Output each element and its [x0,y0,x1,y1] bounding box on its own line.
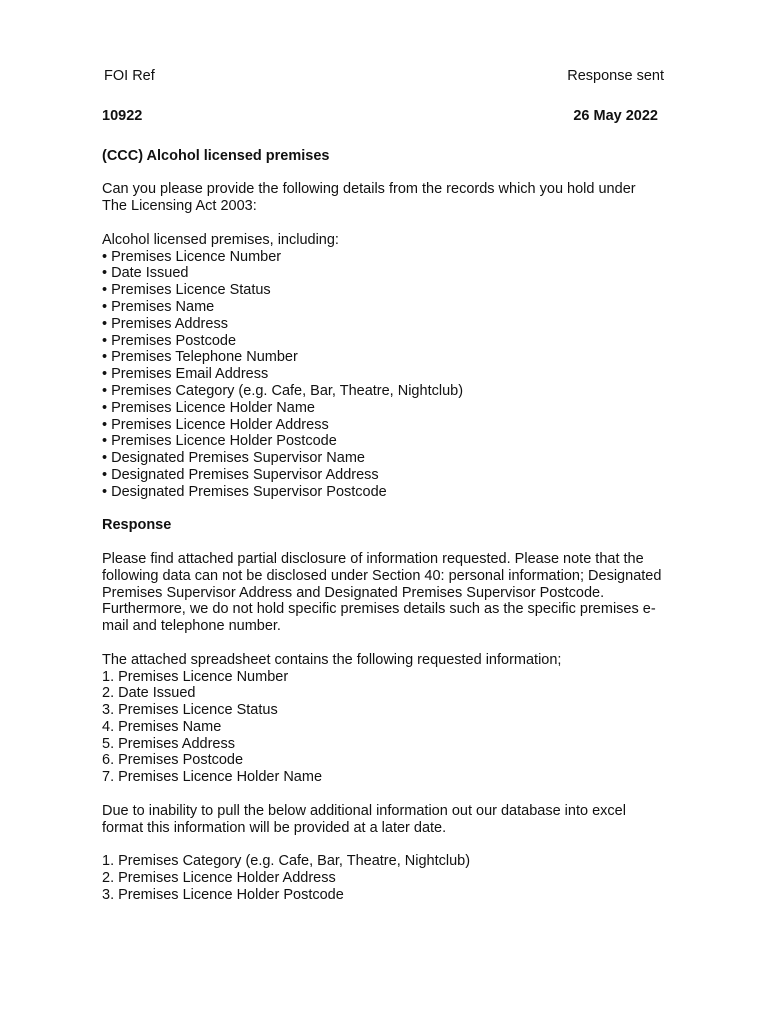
list-item: 7. Premises Licence Holder Name [102,769,323,786]
list-item: 1. Premises Category (e.g. Cafe, Bar, Theatre, Nightclub) [102,853,471,870]
response-paragraph: Please find attached partial disclosure of information requested. Please note that the following data can not be disclosed under Section 40: personal information; Designated Premises Supervisor Address and Designated Premises Supervisor Postcode. Furthermore, we do not hold specific premises details such as the specific premises e-mail and telephone number. [102,550,662,635]
list-item: • Designated Premises Supervisor Postcode [102,483,387,500]
list-item: 2. Date Issued [102,685,196,702]
request-list-intro: Alcohol licensed premises, including: [102,231,339,248]
list-item: • Premises Category (e.g. Cafe, Bar, Theatre, Nightclub) [102,382,464,399]
response-heading: Response [102,517,172,534]
list-item: 1. Premises Licence Number [102,668,289,685]
list-item: 5. Premises Address [102,735,235,752]
list-item: 6. Premises Postcode [102,752,244,769]
header-values-row [102,108,664,125]
response-sent-date: 26 May 2022 [573,107,658,124]
list-item: • Date Issued [102,265,189,282]
list-item: • Premises Licence Number [102,248,282,265]
list-item: • Premises Postcode [102,332,237,349]
list-item: • Premises Licence Holder Postcode [102,433,337,450]
request-intro: Can you please provide the following details from the records which you hold under The Licensing Act 2003: [102,181,636,215]
list-item: • Designated Premises Supervisor Address [102,466,379,483]
list-item: • Premises Licence Status [102,282,271,299]
document-page [102,68,664,904]
list-item: • Premises Email Address [102,366,269,383]
requested-fields-list [102,249,664,501]
spreadsheet-fields-list [102,669,664,787]
later-paragraph: Due to inability to pull the below additional information out our database into excel format this information will be provided at a later date. [102,802,626,836]
request-title: (CCC) Alcohol licensed premises [102,147,330,164]
foi-ref-value: 10922 [102,107,143,124]
list-item: 4. Premises Name [102,718,222,735]
list-item: 3. Premises Licence Status [102,702,278,719]
response-sent-label: Response sent [567,68,664,84]
spreadsheet-intro: The attached spreadsheet contains the following requested information; [102,651,562,668]
list-item: • Premises Licence Holder Name [102,399,315,416]
later-fields-list [102,853,664,903]
foi-ref-label: FOI Ref [104,68,155,84]
list-item: • Premises Address [102,315,228,332]
list-item: • Premises Telephone Number [102,349,298,366]
list-item: 3. Premises Licence Holder Postcode [102,886,344,903]
list-item: • Designated Premises Supervisor Name [102,450,365,467]
list-item: • Premises Licence Holder Address [102,416,329,433]
list-item: 2. Premises Licence Holder Address [102,870,336,887]
header-labels-row [102,68,664,85]
list-item: • Premises Name [102,298,215,315]
